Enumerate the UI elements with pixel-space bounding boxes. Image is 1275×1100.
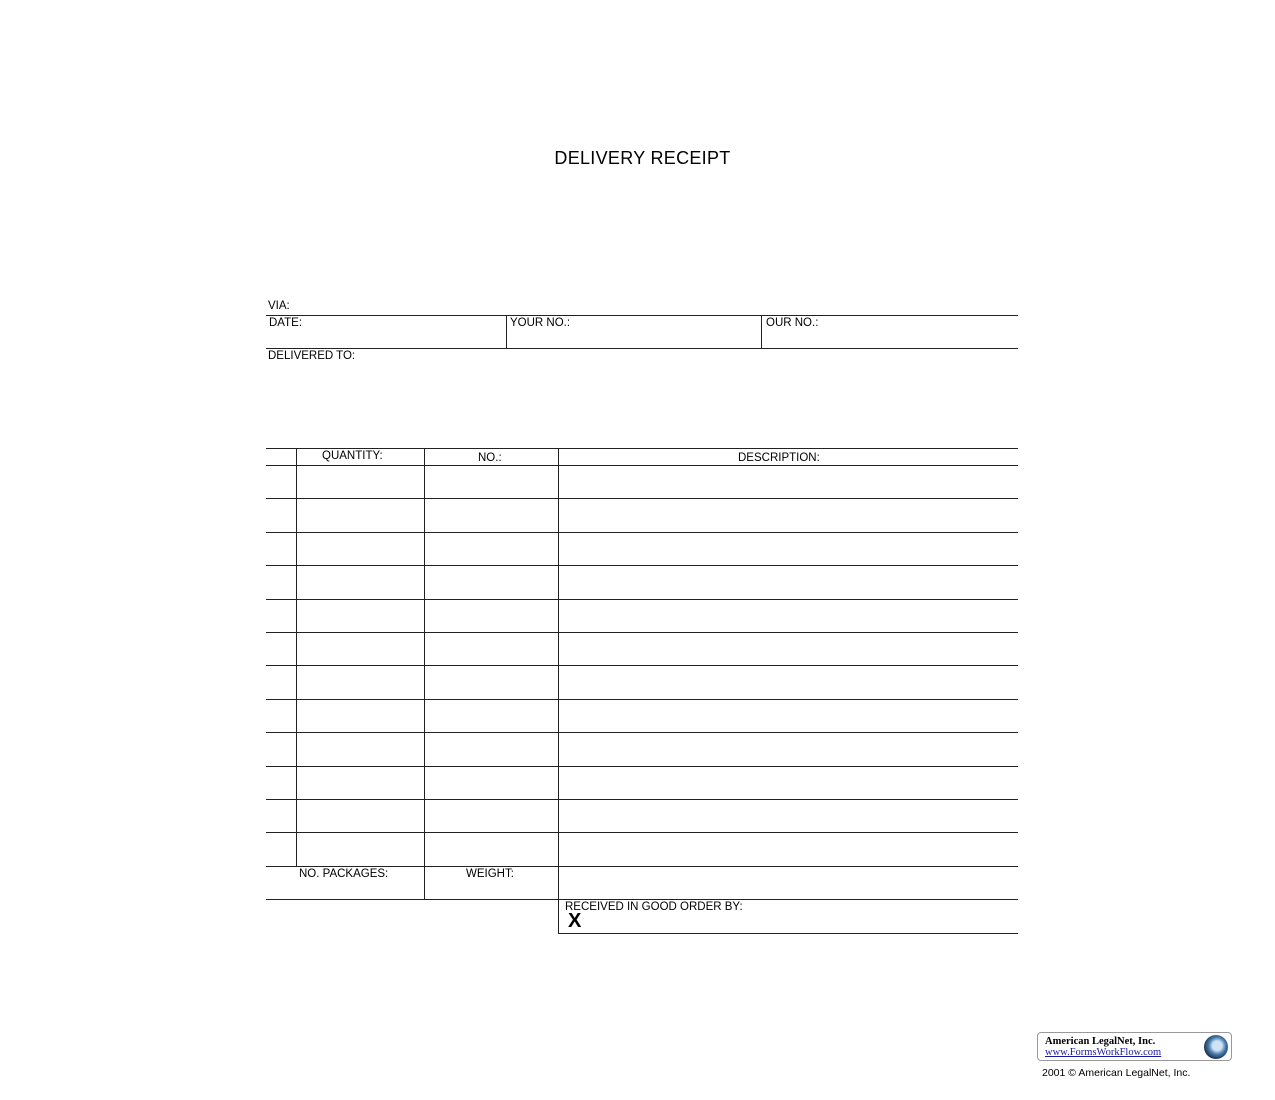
row-8-quantity-input[interactable]	[298, 702, 422, 730]
row-divider	[266, 866, 1018, 867]
brand-company-name: American LegalNet, Inc.	[1045, 1036, 1156, 1047]
globe-icon	[1204, 1035, 1228, 1059]
divider	[266, 348, 1018, 349]
row-divider	[266, 632, 1018, 633]
brand-logo	[1037, 1032, 1232, 1061]
row-3-no-input[interactable]	[426, 535, 556, 563]
column-divider	[296, 448, 297, 866]
row-10-description-input[interactable]	[560, 769, 1016, 797]
row-9-quantity-input[interactable]	[298, 735, 422, 763]
row-5-description-input[interactable]	[560, 602, 1016, 630]
row-divider	[266, 766, 1018, 767]
row-8-description-input[interactable]	[560, 702, 1016, 730]
header-bottom-border	[266, 465, 1018, 466]
column-divider	[558, 448, 559, 934]
date-input[interactable]	[268, 330, 504, 347]
packages-label: NO. PACKAGES:	[299, 868, 389, 880]
row-7-quantity-input[interactable]	[298, 668, 422, 696]
row-8-no-input[interactable]	[426, 702, 556, 730]
row-10-quantity-input[interactable]	[298, 769, 422, 797]
row-1-no-input[interactable]	[426, 468, 556, 496]
delivered-to-label: DELIVERED TO:	[268, 350, 356, 362]
row-9-no-input[interactable]	[426, 735, 556, 763]
row-divider	[266, 832, 1018, 833]
divider	[506, 315, 507, 348]
row-divider	[266, 565, 1018, 566]
row-divider	[266, 732, 1018, 733]
row-12-no-input[interactable]	[426, 835, 556, 863]
row-6-description-input[interactable]	[560, 635, 1016, 663]
weight-label: WEIGHT:	[466, 868, 514, 880]
row-4-no-input[interactable]	[426, 568, 556, 596]
your-no-input[interactable]	[508, 330, 759, 347]
via-input[interactable]	[296, 298, 1016, 314]
footer-extra-input[interactable]	[560, 868, 1016, 898]
received-by-label: RECEIVED IN GOOD ORDER BY:	[565, 901, 743, 913]
our-no-input[interactable]	[763, 330, 1017, 347]
row-2-quantity-input[interactable]	[298, 501, 422, 529]
row-11-description-input[interactable]	[560, 802, 1016, 830]
column-header-description: DESCRIPTION:	[738, 452, 820, 464]
row-divider	[266, 532, 1018, 533]
column-header-quantity: QUANTITY:	[322, 450, 383, 462]
divider	[558, 933, 1018, 934]
via-label: VIA:	[268, 300, 290, 312]
row-11-no-input[interactable]	[426, 802, 556, 830]
row-11-quantity-input[interactable]	[298, 802, 422, 830]
row-3-quantity-input[interactable]	[298, 535, 422, 563]
row-divider	[266, 599, 1018, 600]
our-no-label: OUR NO.:	[766, 317, 819, 329]
your-no-label: YOUR NO.:	[510, 317, 571, 329]
row-7-description-input[interactable]	[560, 668, 1016, 696]
row-divider	[266, 799, 1018, 800]
row-2-no-input[interactable]	[426, 501, 556, 529]
page-title: DELIVERY RECEIPT	[554, 148, 731, 168]
copyright-text: 2001 © American LegalNet, Inc.	[1042, 1067, 1191, 1079]
row-4-quantity-input[interactable]	[298, 568, 422, 596]
column-header-no: NO.:	[478, 452, 502, 464]
row-10-no-input[interactable]	[426, 769, 556, 797]
row-divider	[266, 498, 1018, 499]
signature-input[interactable]	[590, 914, 1016, 932]
signature-x-mark: X	[568, 910, 582, 932]
divider	[761, 315, 762, 348]
row-2-description-input[interactable]	[560, 501, 1016, 529]
weight-input[interactable]	[426, 881, 556, 898]
row-3-description-input[interactable]	[560, 535, 1016, 563]
row-5-no-input[interactable]	[426, 602, 556, 630]
packages-input[interactable]	[298, 881, 422, 898]
row-1-description-input[interactable]	[560, 468, 1016, 496]
date-label: DATE:	[269, 317, 303, 329]
row-1-quantity-input[interactable]	[298, 468, 422, 496]
table-top-border	[266, 448, 1018, 449]
row-9-description-input[interactable]	[560, 735, 1016, 763]
row-6-no-input[interactable]	[426, 635, 556, 663]
row-12-description-input[interactable]	[560, 835, 1016, 863]
row-5-quantity-input[interactable]	[298, 602, 422, 630]
row-6-quantity-input[interactable]	[298, 635, 422, 663]
divider	[266, 315, 1018, 316]
brand-url-link[interactable]: www.FormsWorkFlow.com	[1045, 1047, 1162, 1058]
row-divider	[266, 665, 1018, 666]
row-4-description-input[interactable]	[560, 568, 1016, 596]
divider	[266, 899, 1018, 900]
row-divider	[266, 699, 1018, 700]
row-7-no-input[interactable]	[426, 668, 556, 696]
delivered-to-input[interactable]	[268, 364, 1016, 444]
row-12-quantity-input[interactable]	[298, 835, 422, 863]
